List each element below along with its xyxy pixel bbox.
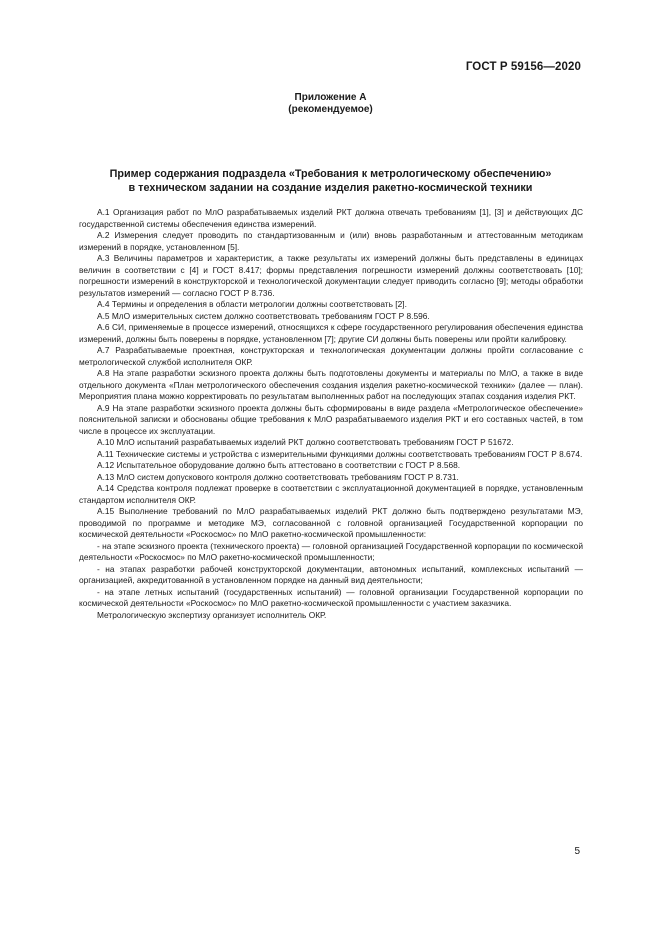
paragraph-a1: А.1 Организация работ по МлО разрабатываемых изделий РКТ должна отвечать требованиям [1], [3] и действующих ДС государственной системы обеспечения единства измерений. [79,207,583,229]
list-item-flight-tests: - на этапе летных испытаний (государственных испытаний) — головной организации Государственной корпорации по космической деятельности «Роскосмос» по МлО ракетно-космической промышленности с участием заказчика. [79,586,583,608]
document-body [79,207,583,621]
paragraph-a14: А.14 Средства контроля подлежат проверке в соответствии с эксплуатационной документацией в порядке, установленным стандартом исполнителя ОКР. [79,483,583,505]
paragraph-a7: А.7 Разрабатываемые проектная, конструкторская и технологическая документации должны пройти согласование с метрологической службой исполнителя ОКР. [79,345,583,367]
paragraph-a12: А.12 Испытательное оборудование должно быть аттестовано в соответствии с ГОСТ Р 8.568. [97,460,461,470]
paragraph-a11: А.11 Технические системы и устройства с измерительными функциями должны соответствовать требованиям ГОСТ Р 8.674. [97,448,583,459]
annex-title: Приложение А [294,92,367,103]
paragraph-a10: А.10 МлО испытаний разрабатываемых изделий РКТ должно соответствовать требованиям ГОСТ Р 51672. [97,437,514,447]
page-number: 5 [574,846,580,857]
standard-header: ГОСТ Р 59156—2020 [465,61,581,73]
paragraph-a4: А.4 Термины и определения в области метрологии должны соответствовать [2]. [97,299,407,309]
paragraph-a2: А.2 Измерения следует проводить по стандартизованным и (или) вновь разработанным и аттестованным методикам измерений в порядке, установленном [5]. [79,230,583,252]
paragraph-a15: А.15 Выполнение требований по МлО разрабатываемых изделий РКТ должно быть подтверждено результатами МЭ, проводимой по программе и методике МЭ, согласованной с головной организацией Государственной корпорации по космической деятельности «Роскосмос» по МлО ракетно-космической промышленности: [79,506,583,539]
section-title-line-2: в техническом задании на создание изделия ракетно-космической техники [128,182,533,194]
list-item-sketch-design: - на этапе эскизного проекта (технического проекта) — головной организацией Государственной корпорации по космической деятельности «Роскосмос» по МлО ракетно-космической промышленности; [79,540,583,562]
paragraph-a9: А.9 На этапе разработки эскизного проекта должны быть сформированы в виде раздела «Метрологическое обеспечение» пояснительной записки и обоснованы общие требования к МлО разрабатываемого изделия РКТ и его составных частей, в том числе в процессе их эксплуатации. [79,402,583,436]
annex-status: (рекомендуемое) [288,104,373,115]
section-title [80,167,581,195]
paragraph-a8: А.8 На этапе разработки эскизного проекта должны быть подготовлены документы и материалы по МлО, а также в виде отдельного документа «План метрологического обеспечения создания изделия ракетно-космической техники» (далее — план). Мероприятия плана можно корректировать по результатам выполненных работ на последующих этапах создания изделия РКТ. [79,368,583,401]
annex-heading [0,92,661,116]
closing-paragraph: Метрологическую экспертизу организует исполнитель ОКР. [97,609,327,620]
paragraph-a13: А.13 МлО систем допускового контроля должно соответствовать требованиям ГОСТ Р 8.731. [97,471,459,482]
paragraph-a6: А.6 СИ, применяемые в процессе измерений, относящихся к сфере государственного регулирования обеспечения единства измерений, должны быть поверены в порядке, установленном [7]; другие СИ должны быть поверены или пройти калибровку. [79,322,583,344]
paragraph-a5: А.5 МлО измерительных систем должно соответствовать требованиям ГОСТ Р 8.596. [97,310,430,321]
paragraph-a3: А.3 Величины параметров и характеристик, а также результаты их измерений должны быть представлены в единицах величин в соответствии с [4] и ГОСТ 8.417; формы представления погрешности измерений должны соответствовать [10]; погрешности измерений в конструкторской и технологической документации следует приводить согласно [9]; методы обработки результатов измерений — согласно ГОСТ Р 8.736. [79,253,583,298]
list-item-working-documentation: - на этапах разработки рабочей конструкторской документации, автономных испытаний, комплексных испытаний — организацией, аккредитованной в установленном порядке на данный вид деятельности; [79,563,583,585]
section-title-line-1: Пример содержания подраздела «Требования к метрологическому обеспечению» [109,168,552,180]
